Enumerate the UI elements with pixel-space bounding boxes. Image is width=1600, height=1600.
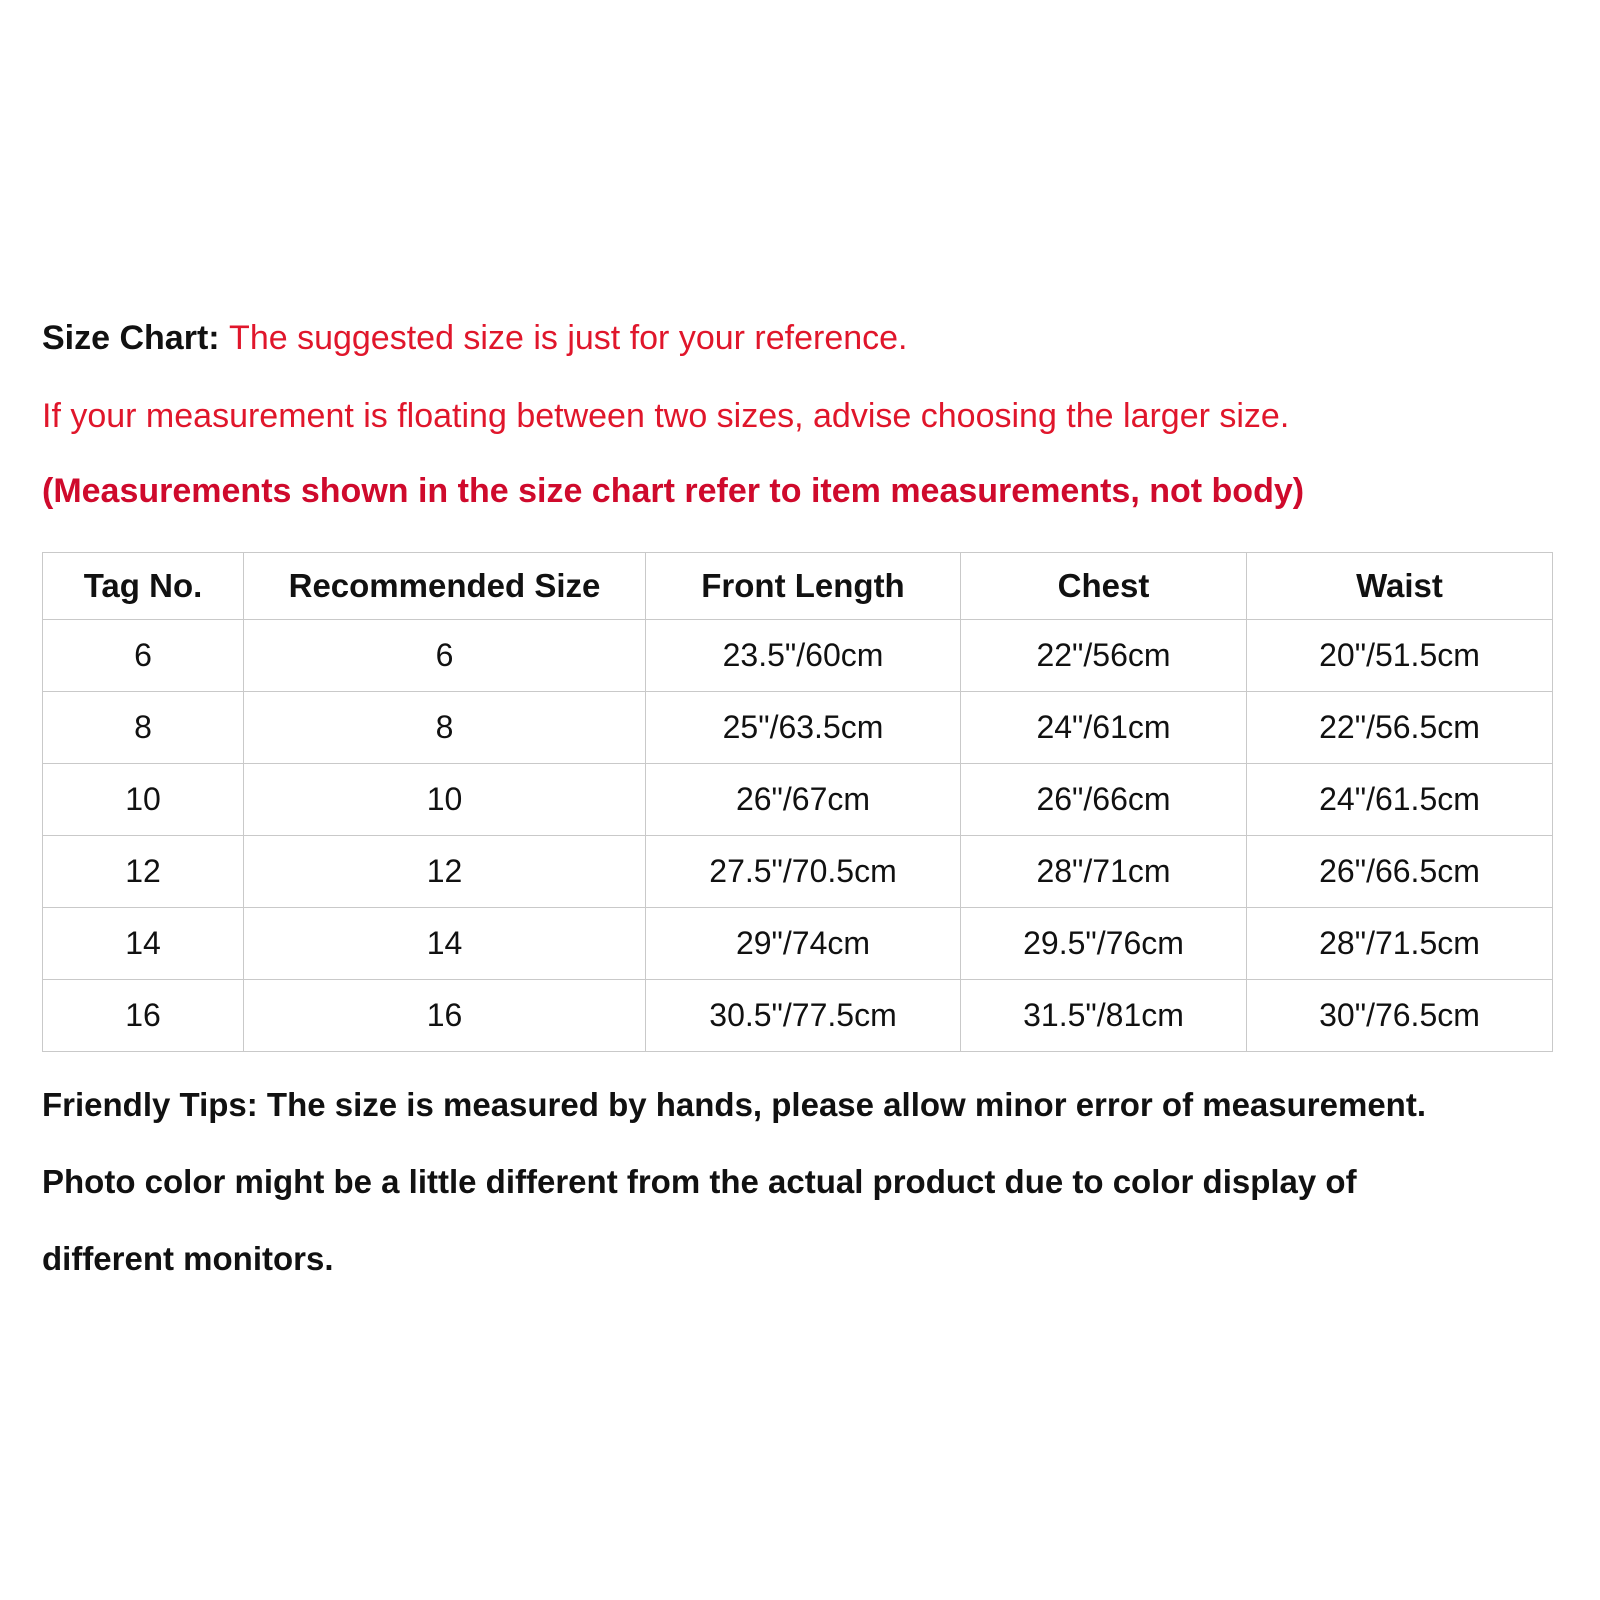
table-cell: 12: [244, 836, 646, 908]
table-cell: 8: [43, 692, 244, 764]
table-cell: 26"/66.5cm: [1247, 836, 1553, 908]
table-row: [43, 764, 1553, 836]
table-cell: 14: [244, 908, 646, 980]
table-cell: 10: [43, 764, 244, 836]
table-cell: 22"/56cm: [961, 620, 1247, 692]
table-cell: 31.5"/81cm: [961, 980, 1247, 1052]
size-chart-note: The suggested size is just for your reference.: [229, 319, 908, 357]
column-header-front-length: Front Length: [646, 553, 961, 620]
table-cell: 22"/56.5cm: [1247, 692, 1553, 764]
table-cell: 24"/61cm: [961, 692, 1247, 764]
table-cell: 29"/74cm: [646, 908, 961, 980]
table-row: [43, 692, 1553, 764]
table-cell: 29.5"/76cm: [961, 908, 1247, 980]
table-cell: 23.5"/60cm: [646, 620, 961, 692]
table-cell: 12: [43, 836, 244, 908]
sizing-advice-text: If your measurement is floating between two sizes, advise choosing the larger size.: [42, 397, 1290, 435]
friendly-tips-line-1: Friendly Tips: The size is measured by hands, please allow minor error of measurement.: [42, 1086, 1426, 1123]
table-row: [43, 620, 1553, 692]
table-cell: 10: [244, 764, 646, 836]
table-row: [43, 980, 1553, 1052]
table-cell: 6: [244, 620, 646, 692]
table-cell: 25"/63.5cm: [646, 692, 961, 764]
table-cell: 27.5"/70.5cm: [646, 836, 961, 908]
table-cell: 26"/66cm: [961, 764, 1247, 836]
table-cell: 28"/71cm: [961, 836, 1247, 908]
size-chart-separator: :: [208, 319, 230, 357]
table-cell: 24"/61.5cm: [1247, 764, 1553, 836]
column-header-waist: Waist: [1247, 553, 1553, 620]
measurement-disclaimer-text: (Measurements shown in the size chart refer to item measurements, not body): [42, 472, 1305, 510]
table-row: [43, 836, 1553, 908]
table-cell: 6: [43, 620, 244, 692]
table-cell: 16: [244, 980, 646, 1052]
table-cell: 30.5"/77.5cm: [646, 980, 961, 1052]
friendly-tips-line-3: different monitors.: [42, 1240, 334, 1277]
friendly-tips-line-2: Photo color might be a little different from the actual product due to color display of: [42, 1163, 1357, 1200]
table-cell: 14: [43, 908, 244, 980]
table-header-row: [43, 553, 1553, 620]
size-chart-label: Size Chart: [42, 319, 209, 357]
table-row: [43, 908, 1553, 980]
table-cell: 30"/76.5cm: [1247, 980, 1553, 1052]
table-cell: 28"/71.5cm: [1247, 908, 1553, 980]
size-chart-table: [42, 552, 1553, 1052]
table-cell: 16: [43, 980, 244, 1052]
column-header-tag-no: Tag No.: [43, 553, 244, 620]
column-header-chest: Chest: [961, 553, 1247, 620]
column-header-recommended-size: Recommended Size: [244, 553, 646, 620]
size-chart-heading: [42, 318, 908, 358]
table-cell: 20"/51.5cm: [1247, 620, 1553, 692]
table-cell: 8: [244, 692, 646, 764]
table-cell: 26"/67cm: [646, 764, 961, 836]
